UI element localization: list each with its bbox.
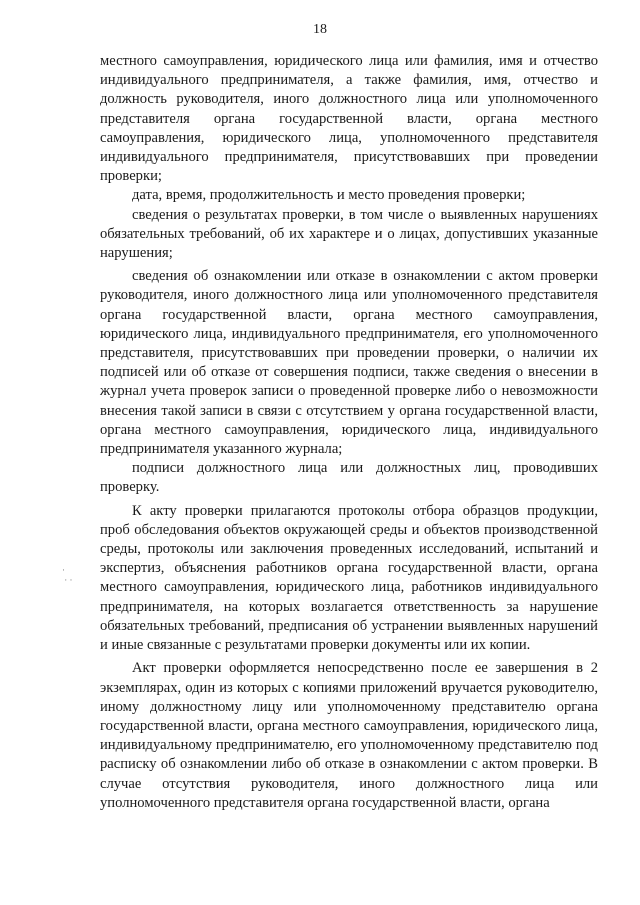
document-body: [100, 52, 598, 813]
paragraph-subject-list: местного самоуправления, юридического лица или фамилия, имя и отчество индивидуального предпринимателя, а также фамилия, имя, отчество и должность руководителя, иного должностного лица или уполномоченного представителя органа государственной власти, органа местного самоуправления, юридического лица, уполномоченного представителя индивидуального предпринимателя, присутствовавших при проведении проверки;: [100, 53, 598, 185]
page-number: 18: [313, 22, 327, 37]
paragraph-date-time-place: дата, время, продолжительность и место проведения проверки;: [132, 187, 526, 204]
paragraph-inspection-results: сведения о результатах проверки, в том числе о выявленных нарушениях обязательных требований, об их характере и о лицах, допустивших указанные нарушения;: [100, 206, 598, 262]
paragraph-attachments: К акту проверки прилагаются протоколы отбора образцов продукции, проб обследования объектов окружающей среды и объектов производственной среды, протоколы или заключения проведенных исследований, испытаний и экспертиз, объяснения работников органа государственной власти, органа местного самоуправления, юридического лица, работников индивидуального предпринимателя, на которых возлагается ответственность за нарушение обязательных требований, предписания об устранении выявленных нарушений и иные связанные с результатами проверки документы или их копии.: [100, 502, 598, 654]
paragraph-signatures: подписи должностного лица или должностных лиц, проводивших проверку.: [100, 460, 598, 496]
paragraph-act-execution: Акт проверки оформляется непосредственно после ее завершения в 2 экземплярах, один из которых с копиями приложений вручается руководителю, иному должностному лицу или уполномоченному представителю органа государственной власти, органа местного самоуправления, юридического лица, индивидуальному предпринимателю, его уполномоченному представителю под расписку об ознакомлении либо об отказе в ознакомлении с актом проверки. В случае отсутствия руководителя, иного должностного лица или уполномоченного представителя органа государственной власти, органа: [100, 660, 598, 811]
paragraph-acquaintance-info: сведения об ознакомлении или отказе в ознакомлении с актом проверки руководителя, иного должностного лица или уполномоченного представителя органа государственной власти, органа местного самоуправления, юридического лица, индивидуального предпринимателя, его уполномоченного представителя, присутствовавших при проведении проверки, о наличии их подписей или об отказе от совершения подписи, также сведения о внесении в журнал учета проверок записи о проведенной проверке либо о невозможности внесения такой записи в связи с отсутствием у органа государственной власти, органа местного самоуправления, юридического лица, индивидуального предпринимателя указанного журнала;: [100, 268, 598, 458]
scan-artifact: · · ·: [62, 565, 73, 585]
